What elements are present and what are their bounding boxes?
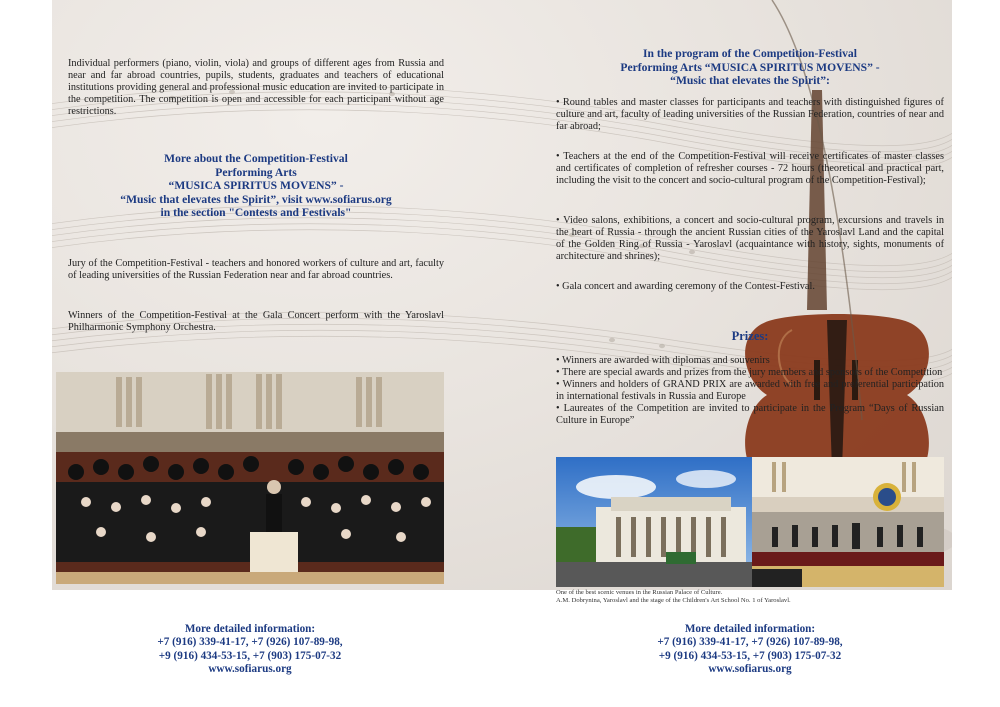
prize-item: • Laureates of the Competition are invited to participate in the Program “Days of Russian Culture in Europe” [556,403,944,427]
program-heading-line: In the program of the Competition-Festival [643,47,857,60]
caption-line: A.M. Dobrynina, Yaroslavl and the stage of the Children's Art School No. 1 of Yaroslavl. [556,596,791,604]
more-about-line: “MUSICA SPIRITUS MOVENS” - [168,179,344,193]
jury-block [68,258,444,282]
program-item-text: • Gala concert and awarding ceremony of the Contest-Festival. [556,281,815,292]
program-heading-line: Performing Arts “MUSICA SPIRITUS MOVENS” - [620,60,880,74]
more-about-line: “Music that elevates the Spirit”, visit www.sofiarus.org [120,192,392,206]
program-item [556,151,944,187]
program-item [556,215,944,263]
winners-block [68,310,444,334]
contact-phone: +7 (916) 339-41-17, +7 (926) 107-89-98, [157,636,343,649]
program-item [556,281,944,293]
orchestra-photo [56,372,444,584]
contact-phone: +9 (916) 434-53-15, +7 (903) 175-07-32 [158,649,342,662]
prize-item: • There are special awards and prizes from the jury members and sponsors of the Competition [556,367,943,379]
program-item-text: • Video salons, exhibitions, a concert and socio-cultural program, excursions and travels in the heart of Russia - through the ancient Russian cities of the Yaroslavl Land and the capital of the Golden Ring of Russia - Yaroslavl (acquaintance with history, sights, monuments of architecture and shrines); [556,215,944,263]
program-item-text: • Teachers at the end of the Competition-Festival will receive certificates of master classes and certificates of completion of refresher courses - 72 hours (theoretical and practical part, including the visit to the concert and socio-cultural program of the Competition-Festival); [556,151,944,187]
contact-title: More detailed information: [684,623,816,635]
left-contact-block [100,623,400,677]
contact-website-link[interactable]: www.sofiarus.org [708,663,792,676]
contact-website-link[interactable]: www.sofiarus.org [208,663,292,676]
program-heading [556,47,944,88]
intro-paragraph: Individual performers (piano, violin, viola) and groups of different ages from Russia and near and far abroad countries, pupils, students, graduates and teachers of educational institutions providing general and professional music education are invited to participate in the competition. The competition is open and accessible for each participant without age restrictions. [68,58,444,118]
prize-item: • Winners and holders of GRAND PRIX are awarded with free and preferential participation in international festivals in Russia and Europe [556,379,944,403]
palace-photo [556,457,752,587]
jury-paragraph: Jury of the Competition-Festival - teachers and honored workers of culture and art, faculty of leading universities of the Russian Federation near and far abroad countries. [68,258,444,282]
prizes-heading: Prizes: [731,329,769,343]
contact-title: More detailed information: [184,623,316,635]
program-heading-line: “Music that elevates the Spirit”: [670,74,830,88]
winners-paragraph: Winners of the Competition-Festival at the Gala Concert perform with the Yaroslavl Philharmonic Symphony Orchestra. [68,310,444,334]
prize-item: • Winners are awarded with diplomas and souvenirs [556,355,770,366]
more-about-heading [68,152,444,220]
more-about-line: in the section "Contests and Festivals" [160,206,352,220]
caption-line: One of the best scenic venues in the Russian Palace of Culture. [556,589,723,596]
program-item-text: • Round tables and master classes for participants and teachers with distinguished figures of culture and art, faculty of leading universities of the Russian Federation, countries of near and far abroad; [556,97,944,133]
prizes-list [556,355,944,428]
left-column [68,58,444,118]
contact-phone: +7 (916) 339-41-17, +7 (926) 107-89-98, [657,636,843,649]
more-about-line: More about the Competition-Festival [164,152,348,165]
program-item [556,97,944,133]
contact-phone: +9 (916) 434-53-15, +7 (903) 175-07-32 [658,649,842,662]
stage-photo [752,457,944,587]
photo-caption [556,589,956,604]
right-contact-block [600,623,900,677]
more-about-line: Performing Arts [215,165,297,179]
